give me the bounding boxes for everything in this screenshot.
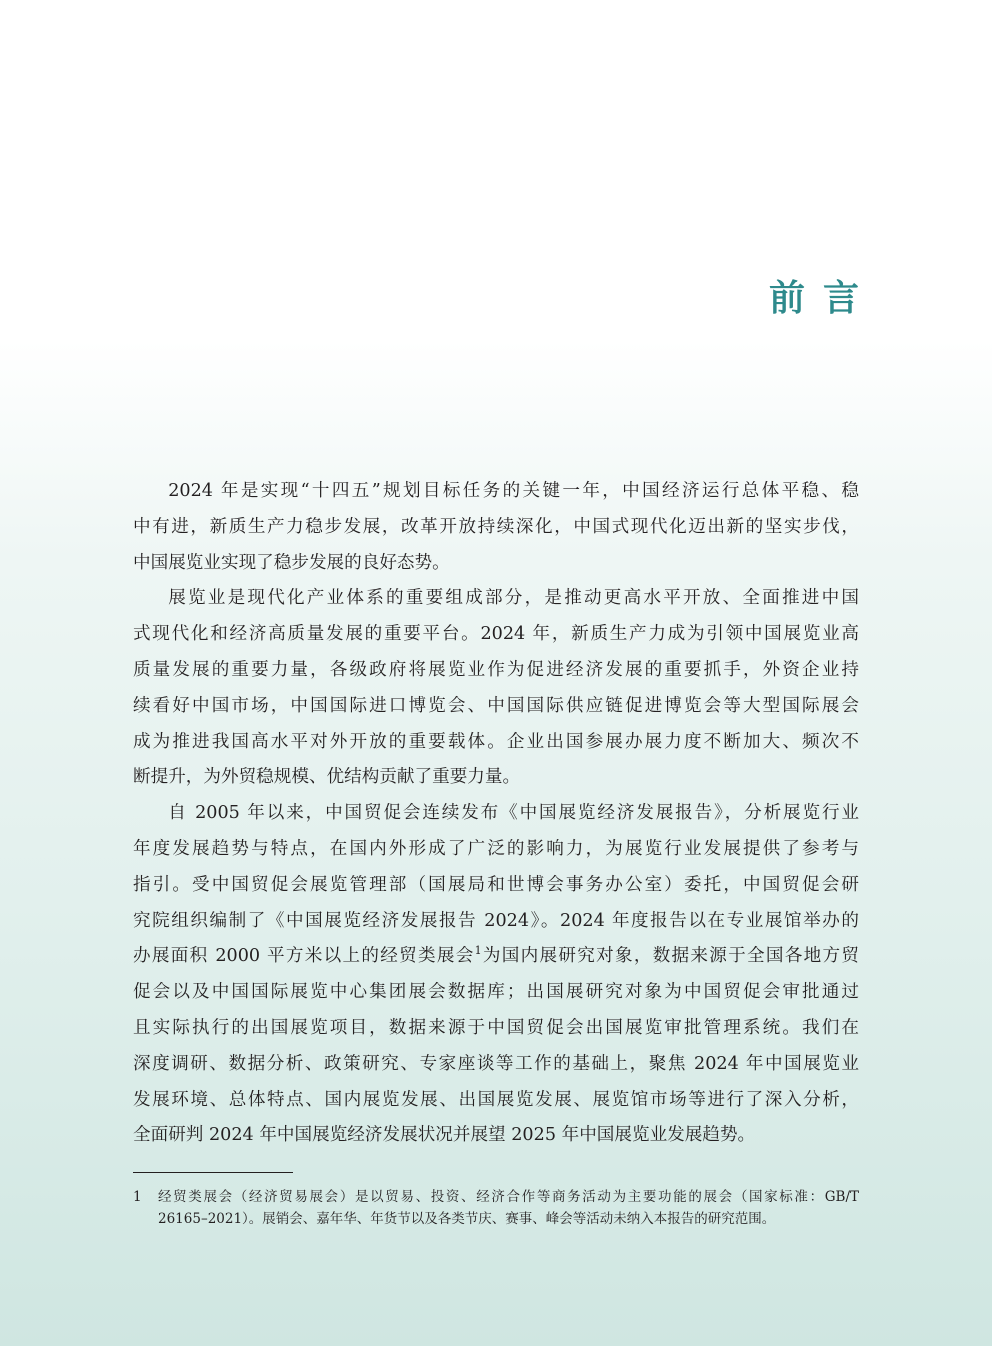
text-line: 指引。受中国贸促会展览管理部（国展局和世博会事务办公室）委托，中国贸促会研: [133, 874, 859, 895]
text-segment: 为国内展研究对象，数据来源于全国各地方贸: [481, 946, 859, 967]
text-line: 全面研判 2024 年中国展览经济发展状况并展望 2025 年中国展览业发展趋势。: [133, 1125, 756, 1146]
text-line: 发展环境、总体特点、国内展览发展、出国展览发展、展览馆市场等进行了深入分析，: [133, 1089, 859, 1110]
text-line: 年度发展趋势与特点，在国内外形成了广泛的影响力，为展览行业发展提供了参考与: [133, 838, 859, 859]
footnote-marker: 1: [474, 944, 482, 958]
text-line-with-footnote-ref: [133, 939, 859, 975]
footnote-number: 1: [133, 1189, 142, 1205]
text-line: 促会以及中国国际展览中心集团展会数据库；出国展研究对象为中国贸促会审批通过: [133, 982, 859, 1003]
text-line: 自 2005 年以来，中国贸促会连续发布《中国展览经济发展报告》，分析展览行业: [168, 803, 859, 824]
text-line: 深度调研、数据分析、政策研究、专家座谈等工作的基础上，聚焦 2024 年中国展览业: [133, 1053, 859, 1074]
text-line: 质量发展的重要力量，各级政府将展览业作为促进经济发展的重要抓手，外资企业持: [133, 659, 859, 680]
text-line: 2024 年是实现“十四五”规划目标任务的关键一年，中国经济运行总体平稳、稳: [168, 481, 859, 501]
page-title: 前言: [768, 278, 877, 319]
paragraph-1: [133, 474, 859, 581]
paragraph-2: [133, 581, 859, 796]
paragraph-3: [133, 796, 859, 1154]
footnote-line: 26165–2021）。展销会、嘉年华、年货节以及各类节庆、赛事、峰会等活动未纳入本报告的研究范围。: [158, 1211, 776, 1227]
text-line: 且实际执行的出国展览项目，数据来源于中国贸促会出国展览审批管理系统。我们在: [133, 1017, 859, 1038]
footnote: [133, 1186, 859, 1230]
footnote-separator: [133, 1172, 293, 1173]
text-segment: 办展面积 2000 平方米以上的经贸类展会: [133, 946, 475, 967]
text-line: 展览业是现代化产业体系的重要组成部分，是推动更高水平开放、全面推进中国: [168, 588, 859, 609]
text-line: 式现代化和经济高质量发展的重要平台。2024 年，新质生产力成为引领中国展览业高: [133, 624, 859, 645]
text-line: 断提升，为外贸稳规模、优结构贡献了重要力量。: [133, 767, 521, 788]
footnote-text: [158, 1186, 859, 1230]
text-line: 成为推进我国高水平对外开放的重要载体。企业出国参展办展力度不断加大、频次不: [133, 731, 859, 752]
preface-body: [133, 474, 859, 1154]
text-line: 续看好中国市场，中国国际进口博览会、中国国际供应链促进博览会等大型国际展会: [133, 695, 859, 716]
text-line: 中国展览业实现了稳步发展的良好态势。: [133, 552, 450, 573]
text-line: 中有进，新质生产力稳步发展，改革开放持续深化，中国式现代化迈出新的坚实步伐，: [133, 516, 859, 537]
text-line: 究院组织编制了《中国展览经济发展报告 2024》。2024 年度报告以在专业展馆举办的: [133, 910, 859, 931]
footnote-line: 经贸类展会（经济贸易展会）是以贸易、投资、经济合作等商务活动为主要功能的展会（国家标准：GB/T: [158, 1189, 859, 1205]
